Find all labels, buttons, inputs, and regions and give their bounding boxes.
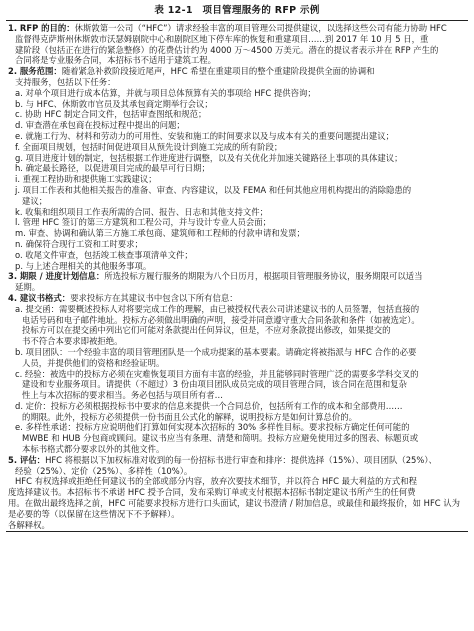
line-text: 书不符合本要求即被拒绝。 [22, 336, 123, 347]
line-text: e. 多样性承诺：投标方应说明他们打算如何实现本次招标的 30% 多样性目标。要求投标方确定任何可能的 [15, 422, 410, 433]
section-heading: 5. 评估： [8, 454, 46, 465]
line-text: 监督得克萨斯州休斯敦市沃瑟姆剧院中心和剧院区地下停车库的恢复和重建项目……到 2017 年 10 月 5 日，重 [15, 33, 429, 44]
line-text: i. 重视工程协助和提供施工实践建议； [15, 174, 157, 185]
text-line [6, 99, 468, 110]
line-text: c. 协助 HFC 制定合同文件，包括审查图纸和规范； [15, 109, 207, 120]
text-line [6, 196, 468, 207]
text-line [6, 34, 468, 45]
line-text: g. 项目进度计划的制定，包括根据工作进度进行调整，以及有关优化并加速关键路径上事项的具体建议； [15, 152, 403, 163]
text-line [6, 325, 468, 336]
line-text: m. 审查、协调和确认第三方施工承包商、建筑师和工程师的付款申请和发票； [15, 228, 305, 239]
text-line [6, 23, 468, 34]
line-text: 电话号码和电子邮件地址。投标方必须做出明确的声明，接受并同意遵守重大合同条款和条件（如被选定）。 [22, 314, 420, 325]
section-heading: 4. 建议书格式： [8, 292, 71, 303]
line-text: c. 经验：被选中的投标方必须在灾难恢复项目方面有丰富的经验，并且能够同时管理广泛的需要多学科交叉的 [15, 368, 419, 379]
line-text: 建阶段（包括正在进行的紧急整修）的花费估计约为 4000 万～4500 万美元。潜在的提议者表示并在 RFP 产生的 [15, 44, 439, 55]
line-text: l. 管理 HFC 签订的第三方建筑和工程公司，并与设计专业人员会面； [15, 217, 272, 228]
text-line [6, 293, 468, 304]
line-text: 支持服务，包括以下任务： [15, 76, 116, 87]
text-line [6, 282, 468, 293]
line-text: 随着紧急补救阶段接近尾声，HFC 希望在重建项目的整个重建阶段提供全面的协调和 [61, 66, 375, 77]
line-text: n. 确保符合现行工资和工时要求； [15, 238, 143, 249]
line-text: 休斯敦第一公司（“HFC”）请求经验丰富的项目管理公司提供建议，以选择这些公司有能力协助 HFC [74, 23, 447, 33]
text-line [6, 239, 468, 250]
text-line [6, 498, 468, 509]
text-line [6, 455, 468, 466]
line-text: f. 全面项目规划，包括时间促进项目从预先设计到施工完成的所有阶段； [15, 141, 283, 152]
line-text: j. 项目工作表和其他相关报告的准备、审查、内容建议，以及 FEMA 和任何其他应用机构提出的消除隐患的 [15, 184, 412, 195]
text-line [6, 401, 468, 412]
text-line [6, 228, 468, 239]
text-line [6, 444, 468, 455]
section-heading: 2. 服务范围： [8, 66, 62, 77]
line-text: 投标方可以在提交函中列出它们可能对条款提出任何异议，但是，不应对条款提出修改，如果提交的 [22, 325, 391, 336]
text-line [6, 520, 468, 531]
line-text: 建议； [22, 195, 48, 206]
section-heading: 3. 期限 / 进度计划信息： [8, 271, 105, 282]
text-line [6, 487, 468, 498]
text-line [6, 509, 468, 520]
text-line [6, 120, 468, 131]
section-heading: 1. RFP 的目的： [8, 23, 75, 33]
line-text: MWBE 和 HUB 分包商或顾问。建议书应当有条理、清楚和简明。投标方应避免使用过多的图表、标题页或 [22, 433, 419, 444]
text-line [6, 66, 468, 77]
line-text: 用。在做出最终选择之前，HFC 可能要求投标方进行口头面试，建议书澄清 / 附加信息，或最佳和最终报价，如 HFC 认为 [8, 498, 461, 509]
line-text: p. 与上述合理相关的其他服务事项。 [15, 260, 152, 271]
line-text: 本标书格式都分要求以外的其他文件。 [22, 444, 165, 455]
line-text: a. 对单个项目进行成本估算，并就与项目总体预算有关的事项给 HFC 提供咨询； [15, 87, 316, 98]
rfp-body [6, 21, 468, 530]
text-line [6, 476, 468, 487]
text-line [6, 55, 468, 66]
text-line [6, 250, 468, 261]
text-line [6, 304, 468, 315]
line-text: 人员，并提供他们的资格和经验证明。 [22, 357, 165, 368]
text-line [6, 390, 468, 401]
line-text: 所选投标方履行服务的期限为八个日历月，根据项目管理服务协议，服务期限可以适当 [104, 271, 423, 282]
line-text: b. 与 HFC、休斯敦市官员及其承包商定期举行会议； [15, 98, 213, 109]
line-text: k. 收集和组织项目工作表所需的合同、报告、日志和其他支持文件； [15, 206, 269, 217]
text-line [6, 336, 468, 347]
line-text: b. 项目团队：一个经验丰富的项目管理团队是一个成功提案的基本要素。请确定将被指派与 HFC 合作的必要 [15, 346, 417, 357]
text-line [6, 45, 468, 56]
line-text: e. 就施工行为、材料和劳动力的可用性、安装和施工的时间要求以及与成本有关的重要问题提出建议； [15, 130, 394, 141]
text-line [6, 379, 468, 390]
text-line [6, 174, 468, 185]
line-text: 合同将是专业服务合同，本招标书不适用于建筑工程。 [15, 55, 216, 66]
text-line [6, 109, 468, 120]
text-line [6, 347, 468, 358]
text-line [6, 131, 468, 142]
line-text: HFC 将根据以下加权标准对收到的每一份招标书进行审查和排序：提供选择（15%）、项目团队（25%）、 [45, 454, 437, 465]
text-line [6, 422, 468, 433]
table-caption: 表 12-1 项目管理服务的 RFP 示例 [154, 5, 320, 16]
line-text: HFC 有权选择或拒绝任何建议书的全部或部分内容，放弃次要技术细节，并以符合 HFC 最大利益的方式和程 [15, 476, 418, 487]
text-line [6, 358, 468, 369]
text-line [6, 185, 468, 196]
line-text: 建设和专业服务项目。请提供（不超过）3 份由项目团队成员完成的项目管理合同，该合同在范围和复杂 [22, 379, 407, 390]
line-text: 的期限。此外，投标方必须提供一份书面且公式化的解释，说明投标方是如何计算总价的。 [22, 411, 357, 422]
line-text: d. 定价：投标方必须根据投标书中要求的信息来提供一个合同总价，包括所有工作的成本和全部费用…… [15, 400, 403, 411]
line-text: 经验（25%）、定价（25%）、多样性（10%）。 [15, 465, 193, 476]
text-line [6, 77, 468, 88]
line-text: 度选择建议书。本招标书不承诺 HFC 授予合同，发布采购订单或支付根据本招标书制定建议书所产生的任何费 [8, 487, 416, 498]
text-line [6, 433, 468, 444]
text-line [6, 153, 468, 164]
text-line [6, 88, 468, 99]
text-line [6, 163, 468, 174]
line-text: 性上与本次招标的要求相当。务必包括与项目所有者… [22, 390, 223, 401]
text-line [6, 142, 468, 153]
text-line [6, 271, 468, 282]
line-text: d. 审查潜在承包商在投标过程中提出的问题； [15, 120, 185, 131]
line-text: 延期。 [15, 282, 41, 293]
text-line [6, 315, 468, 326]
text-line [6, 261, 468, 272]
text-line [6, 466, 468, 477]
line-text: 是必要的等（以保留在这些情况下不予解释）。 [8, 508, 180, 519]
text-line [6, 369, 468, 380]
bottom-rule [6, 531, 468, 532]
line-text: 各解释权。 [8, 519, 50, 530]
text-line [6, 412, 468, 423]
text-line [6, 207, 468, 218]
line-text: 要求投标方在其建议书中包含以下所有信息： [70, 292, 238, 303]
line-text: h. 确定最长路径，以促进项目完成的最早可行日期； [15, 163, 210, 174]
line-text: o. 收尾文件审查，包括竣工核查事项清单文件； [15, 249, 193, 260]
line-text: a. 提交函：需要概述投标人对将要完成工作的理解，由已被授权代表公司讲述建议书的人员签署，包括直接的 [15, 303, 420, 314]
text-line [6, 217, 468, 228]
